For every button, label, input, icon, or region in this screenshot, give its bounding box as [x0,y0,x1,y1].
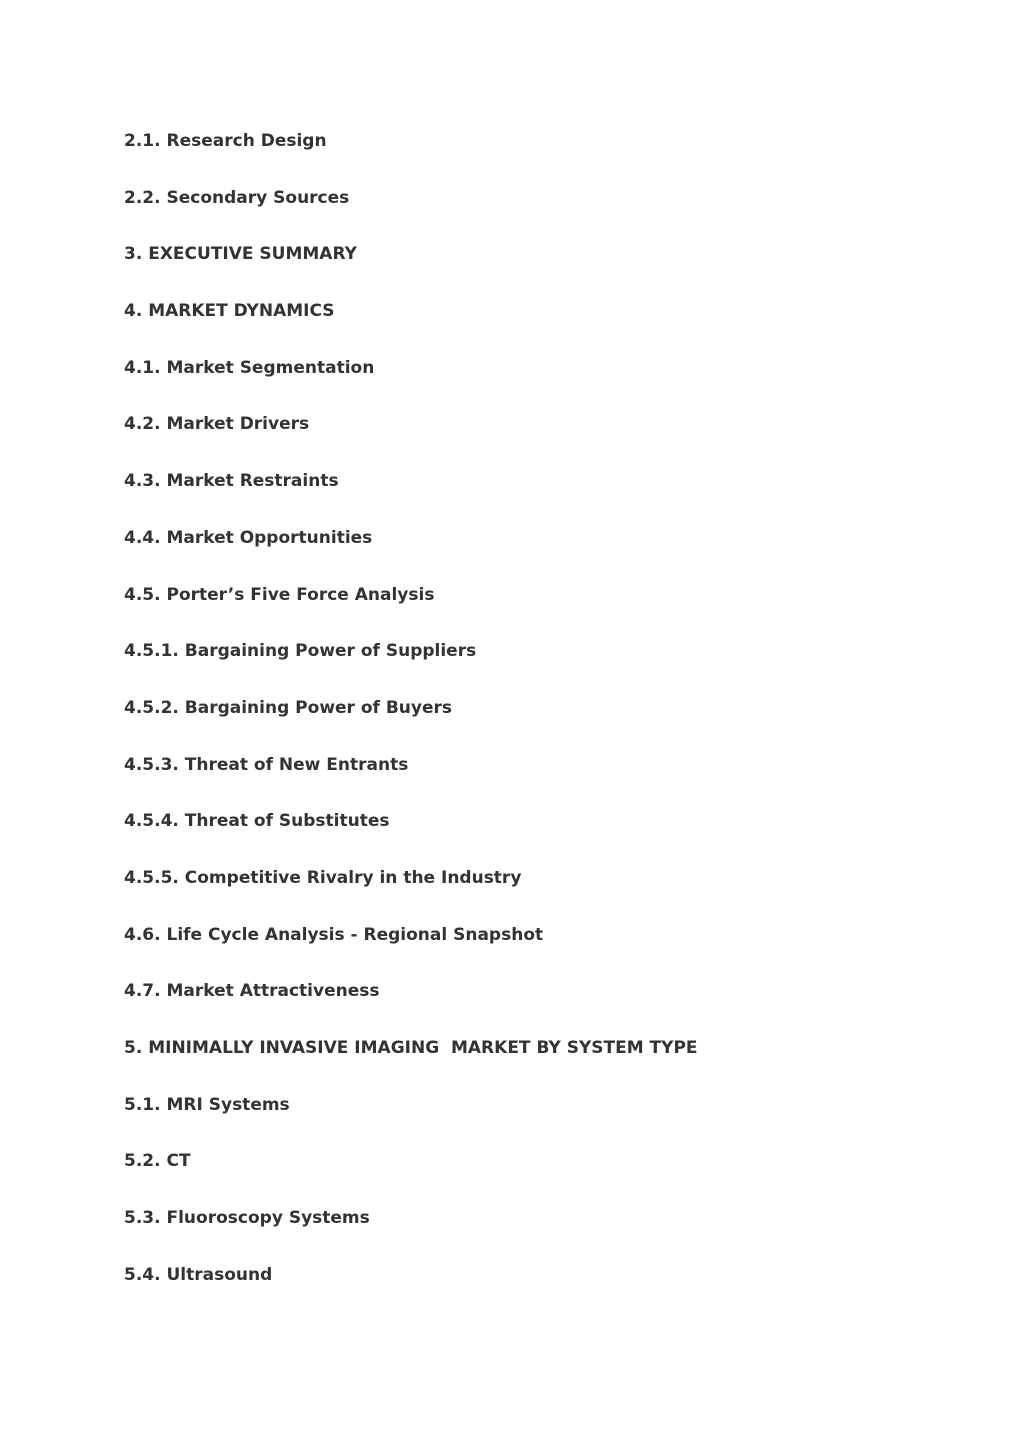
toc-item-market-attractiveness: 4.7. Market Attractiveness [124,981,380,1002]
toc-item-market-restraints: 4.3. Market Restraints [124,471,339,492]
toc-item-porters-five-force: 4.5. Porter’s Five Force Analysis [124,584,435,605]
toc-item-market-dynamics: 4. MARKET DYNAMICS [124,301,335,322]
toc-item-research-design: 2.1. Research Design [124,131,327,151]
toc-item-mri-systems: 5.1. MRI Systems [124,1094,290,1115]
toc-item-competitive-rivalry: 4.5.5. Competitive Rivalry in the Industry [124,867,522,888]
toc-item-market-segmentation: 4.1. Market Segmentation [124,357,375,378]
toc-item-bargaining-power-suppliers: 4.5.1. Bargaining Power of Suppliers [124,641,477,662]
toc-item-fluoroscopy-systems: 5.3. Fluoroscopy Systems [124,1208,370,1229]
toc-item-ultrasound: 5.4. Ultrasound [124,1264,273,1285]
toc-item-life-cycle-analysis: 4.6. Life Cycle Analysis - Regional Snapshot [124,924,544,945]
toc-item-market-opportunities: 4.4. Market Opportunities [124,527,373,548]
toc-item-market-drivers: 4.2. Market Drivers [124,414,310,435]
toc-item-market-by-system-type: 5. MINIMALLY INVASIVE IMAGING MARKET BY SYSTEM TYPE [124,1038,698,1058]
toc-item-threat-substitutes: 4.5.4. Threat of Substitutes [124,811,390,832]
toc-item-secondary-sources: 2.2. Secondary Sources [124,187,350,208]
toc-item-threat-new-entrants: 4.5.3. Threat of New Entrants [124,754,409,775]
toc-item-executive-summary: 3. EXECUTIVE SUMMARY [124,244,357,265]
toc-item-bargaining-power-buyers: 4.5.2. Bargaining Power of Buyers [124,697,453,718]
table-of-contents [124,128,984,1318]
toc-item-ct: 5.2. CT [124,1151,191,1172]
